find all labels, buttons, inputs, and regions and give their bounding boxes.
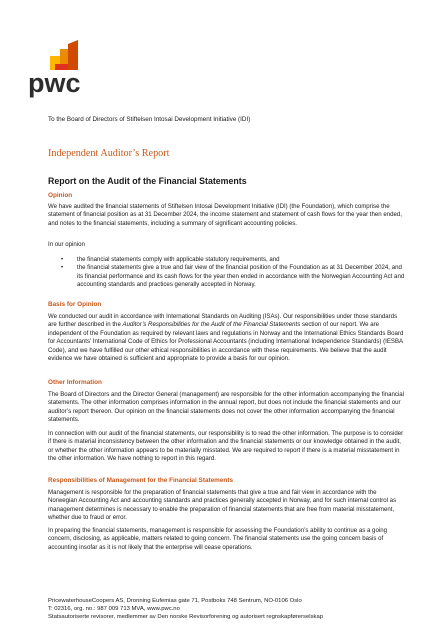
basis-text-2: section of our report. We are independent of the Foundation as required by relevant laws and regulations in Norway and the International Ethics Standards Board for Accountants’ International Code of Ethics for Professional Accountants (including International Independence Standards) (IESBA Code), and we have fulfilled our other ethical responsibilities in accordance with these requirements. We believe that the audit evidence we have obtained is sufficient and appropriate to provide a basis for our opinion. [48, 321, 404, 363]
responsibilities-section-1 [48, 489, 406, 523]
logo-shape-dark [68, 40, 78, 70]
other-info-heading: Other Information [48, 379, 102, 386]
other-info-section-2 [48, 430, 406, 464]
basis-text-1: We conducted our audit in accordance with International Standards on Auditing (ISAs). Our responsibilities under those standards are further described in the [48, 313, 398, 329]
responsibilities-paragraph-2: In preparing the financial statements, management is responsible for assessing the Foundation’s ability to continue as a going concern, disclosing, as applicable, matters related to going concern. The financial statements use the going concern basis of accounting insofar as it is not likely that the enterprise will cease operations. [48, 527, 387, 551]
footer-contact: T: 02316, org. no.: 987 009 713 MVA, www.pwc.no [48, 606, 180, 613]
responsibilities-paragraph-1: Management is responsible for the preparation of financial statements that give a true and fair view in accordance with the Norwegian Accounting Act and accounting standards and practices generally accepted in Norway, and for such internal control as management determines is necessary to enable the preparation of financial statements that are free from material misstatement, whether due to fraud or error. [48, 489, 397, 522]
pwc-logo-mark [28, 40, 98, 98]
other-info-section-1 [48, 391, 406, 425]
other-info-paragraph-1: The Board of Directors and the Director General (management) are responsible for the other information accompanying the financial statements. The other information comprises information in the annual report, but does not include the financial statements and our auditor’s report thereon. Our opinion on the financial statements does not cover the other information accompanying the financial statements. [48, 391, 404, 424]
opinion-intro [48, 241, 406, 249]
report-title: Independent Auditor’s Report [48, 148, 170, 159]
basis-heading: Basis for Opinion [48, 301, 102, 308]
main-heading: Report on the Audit of the Financial Statements [48, 176, 247, 186]
logo-wordmark: pwc [28, 68, 81, 98]
basis-paragraph [48, 313, 406, 363]
other-info-paragraph-2: In connection with our audit of the financial statements, our responsibility is to read the other information. The purpose is to consider if there is material inconsistency between the other information and the financial statements or our knowledge obtained in the audit, or whether the other information appears to be materially misstated. We are required to report if there is a material misstatement in the other information. We have nothing to report in this regard. [48, 430, 404, 463]
opinion-bullet-1: • the financial statements comply with applicable statutory requirements, and [48, 256, 406, 264]
opinion-bullets [48, 256, 406, 290]
opinion-in-our-opinion: In our opinion [48, 241, 85, 248]
addressee-line: To the Board of Directors of Stiftelsen Intosai Development Initiative (IDI) [48, 116, 251, 123]
footer-address: PricewaterhouseCoopers AS, Dronning Eufemias gate 71, Postboks 748 Sentrum, NO-0106 Oslo [48, 598, 302, 604]
footer-legal: Statsautoriserte revisorer, medlemmer av Den norske Revisorforening og autorisert regnskapførerselskap [48, 614, 324, 621]
responsibilities-section-2 [48, 527, 406, 552]
pwc-logo [28, 40, 98, 98]
basis-text-italic: Auditor’s Responsibilities for the Audit of the Financial Statements [122, 321, 301, 329]
responsibilities-heading: Responsibilities of Management for the Financial Statements [48, 477, 234, 484]
opinion-bullet-2: • the financial statements give a true and fair view of the financial position of the Foundation as at 31 December 2024, and its financial performance and its cash flows for the year then ended in accordance with the Norwegian Accounting Act and accounting standards and practices generally accepted in Norway. [48, 264, 406, 289]
opinion-section [48, 203, 406, 228]
basis-section [48, 313, 406, 363]
page-footer [48, 597, 323, 622]
opinion-paragraph: We have audited the financial statements of Stiftelsen Intosai Development Initiative (IDI) (the Foundation), which comprise the statement of financial position as at 31 December 2024, the income statement and statement of cash flows for the year then ended, and notes to the financial statements, including a summary of significant accounting policies. [48, 203, 402, 227]
opinion-heading: Opinion [48, 192, 73, 199]
